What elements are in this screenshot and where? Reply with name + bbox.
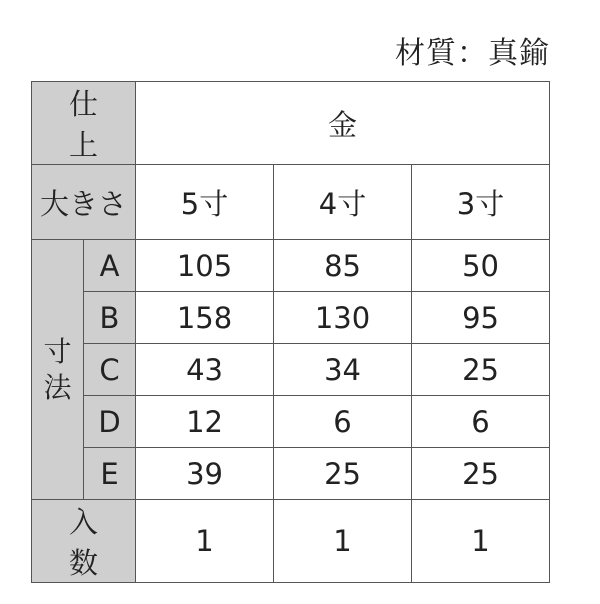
size-5: 5寸 <box>136 165 274 240</box>
quantity-row <box>32 500 550 583</box>
table-row <box>32 292 550 344</box>
cell-a-3: 50 <box>412 240 550 292</box>
dimension-label-text: 寸法 <box>43 334 72 404</box>
cell-d-4: 6 <box>274 396 412 448</box>
row-label-d: D <box>84 396 136 448</box>
finish-row <box>32 82 550 165</box>
cell-b-3: 95 <box>412 292 550 344</box>
size-4: 4寸 <box>274 165 412 240</box>
row-label-b: B <box>84 292 136 344</box>
cell-c-5: 43 <box>136 344 274 396</box>
quantity-4: 1 <box>274 500 412 583</box>
cell-a-4: 85 <box>274 240 412 292</box>
cell-e-5: 39 <box>136 448 274 500</box>
row-label-c: C <box>84 344 136 396</box>
cell-b-5: 158 <box>136 292 274 344</box>
finish-label: 仕上 <box>32 82 136 165</box>
finish-value: 金 <box>136 82 550 165</box>
material-label: 材質：真鍮 <box>395 36 550 71</box>
row-label-a: A <box>84 240 136 292</box>
cell-a-5: 105 <box>136 240 274 292</box>
size-row <box>32 165 550 240</box>
quantity-label: 入数 <box>32 500 136 583</box>
size-3: 3寸 <box>412 165 550 240</box>
table-row <box>32 396 550 448</box>
table-row <box>32 240 550 292</box>
cell-c-4: 34 <box>274 344 412 396</box>
row-label-e: E <box>84 448 136 500</box>
size-label: 大きさ <box>32 165 136 240</box>
cell-e-4: 25 <box>274 448 412 500</box>
table-row <box>32 448 550 500</box>
table-row <box>32 344 550 396</box>
quantity-5: 1 <box>136 500 274 583</box>
cell-d-3: 6 <box>412 396 550 448</box>
quantity-3: 1 <box>412 500 550 583</box>
cell-d-5: 12 <box>136 396 274 448</box>
dimension-label <box>32 240 84 500</box>
cell-b-4: 130 <box>274 292 412 344</box>
cell-c-3: 25 <box>412 344 550 396</box>
spec-table <box>31 81 550 583</box>
cell-e-3: 25 <box>412 448 550 500</box>
